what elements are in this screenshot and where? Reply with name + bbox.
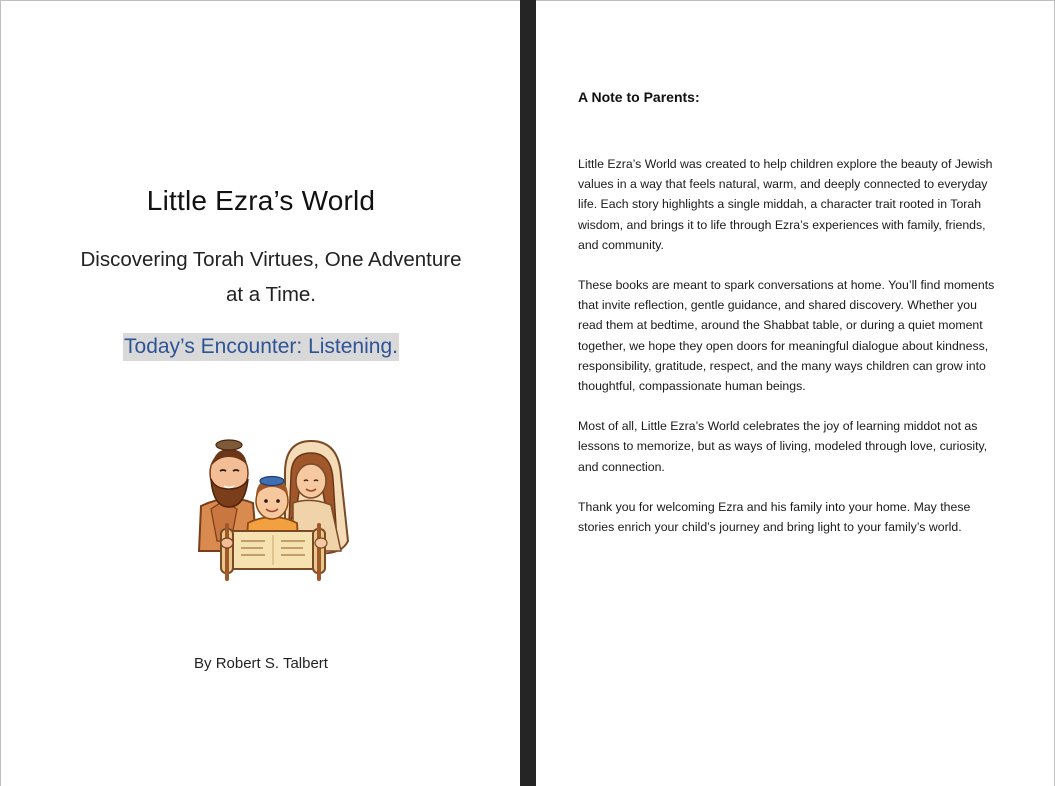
book-subtitle — [61, 242, 481, 312]
subtitle-line-2: at a Time. — [225, 283, 316, 306]
note-paragraph-3: Most of all, Little Ezra’s World celebrates the joy of learning middot not as lessons to memorize, but as ways of living, modeled through love, curiosity, and connection. — [578, 419, 988, 474]
note-paragraph-4: Thank you for welcoming Ezra and his family into your home. May these stories enrich your child’s journey and bring light to your family’s world. — [578, 499, 971, 535]
note-paragraph-1: Little Ezra’s World was created to help children explore the beauty of Jewish values in a way that feels natural, warm, and deeply connected to everyday life. Each story highlights a single middah, a character trait rooted in Torah wisdom, and brings it to life through Ezra’s experiences with family, friends, and community. — [578, 157, 993, 252]
book-title: Little Ezra’s World — [146, 185, 376, 216]
author-byline: By Robert S. Talbert — [194, 655, 328, 672]
encounter-container — [1, 333, 521, 361]
note-heading: A Note to Parents: — [578, 89, 700, 105]
encounter-highlighted-text[interactable]: Today’s Encounter: Listening. — [123, 333, 399, 361]
left-page — [0, 0, 520, 786]
page-gutter — [520, 0, 536, 786]
note-paragraph-2: These books are meant to spark conversations at home. You’ll find moments that invite reflection, gentle guidance, and shared discovery. Whether you read them at bedtime, around the Shabbat table, or during a quiet moment together, we hope they open doors for meaningful dialogue about kindness, responsibility, gratitude, respect, and the many ways children can grow into thoughtful, compassionate human beings. — [578, 278, 995, 394]
right-page — [536, 0, 1055, 786]
note-body — [578, 154, 1003, 557]
family-torah-illustration — [193, 431, 353, 581]
subtitle-line-1: Discovering Torah Virtues, One Adventure — [80, 248, 462, 271]
